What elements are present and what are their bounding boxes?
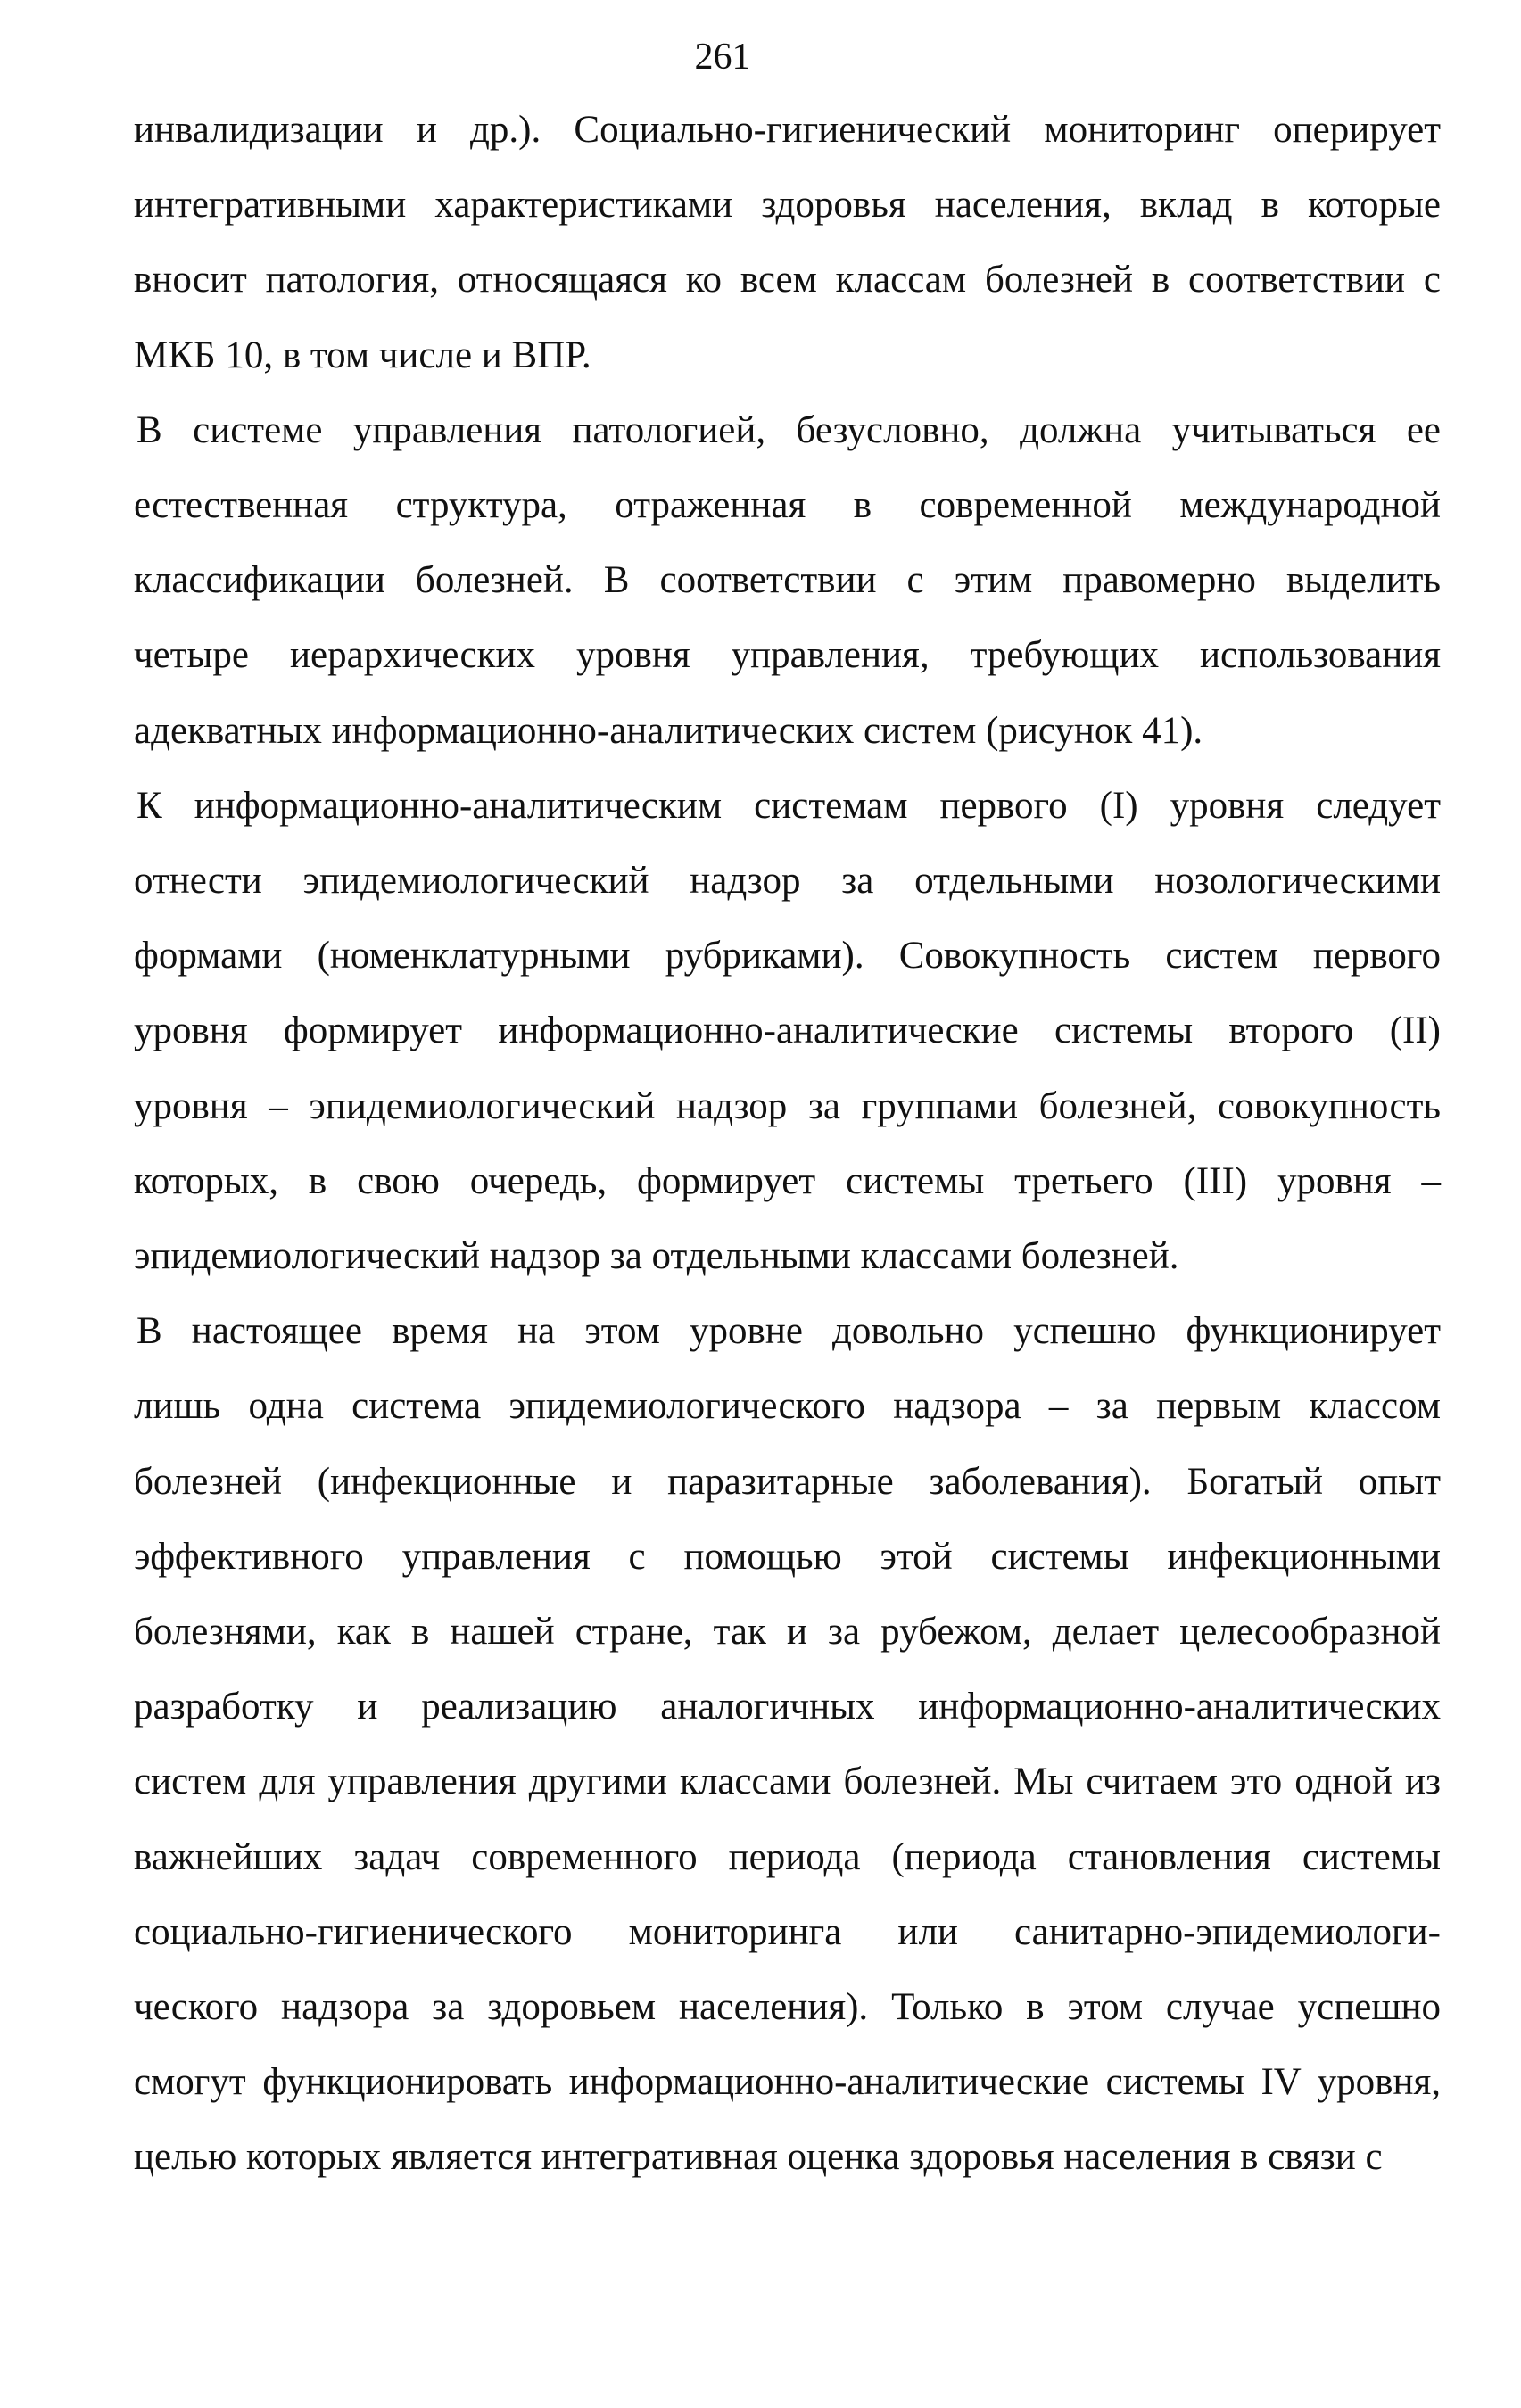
text-line: четыре иерархических уровня управления, требующих использования: [134, 634, 1441, 677]
paragraph-1: [134, 93, 1441, 393]
text-line: целью которых является интегративная оценка здоровья населения в связи с: [134, 2136, 1383, 2179]
text-line: разработку и реализацию аналогичных информационно-аналитических: [134, 1686, 1441, 1728]
text-line: важнейших задач современного периода (периода становления системы: [134, 1835, 1441, 1878]
text-line: систем для управления другими классами болезней. Мы считаем это одной из: [134, 1761, 1441, 1803]
text-line: адекватных информационно-аналитических систем (рисунок 41).: [134, 709, 1203, 752]
paragraph-2: [134, 393, 1441, 769]
text-line: В настоящее время на этом уровне довольно успешно функционирует: [136, 1310, 1441, 1353]
text-line: уровня формирует информационно-аналитические системы второго (II): [134, 1010, 1441, 1052]
text-line: болезней (инфекционные и паразитарные заболевания). Богатый опыт: [134, 1460, 1441, 1503]
text-line: К информационно-аналитическим системам первого (I) уровня следует: [136, 784, 1441, 827]
text-line: которых, в свою очередь, формирует системы третьего (III) уровня –: [134, 1159, 1441, 1202]
text-line: В системе управления патологией, безусловно, должна учитываться ее: [136, 408, 1441, 451]
text-line: отнести эпидемиологический надзор за отдельными нозологическими: [134, 860, 1441, 903]
text-line: лишь одна система эпидемиологического надзора – за первым классом: [134, 1385, 1441, 1428]
text-line: интегративными характеристиками здоровья населения, вклад в которые: [134, 184, 1441, 227]
paragraph-4: [134, 1294, 1441, 2195]
text-line: классификации болезней. В соответствии с этим правомерно выделить: [134, 559, 1441, 602]
text-line: ческого надзора за здоровьем населения). Только в этом случае успешно: [134, 1986, 1441, 2029]
text-line: болезнями, как в нашей стране, так и за рубежом, делает целесообразной: [134, 1611, 1441, 1653]
text-line: МКБ 10, в том числе и ВПР.: [134, 334, 591, 376]
text-line: формами (номенклатурными рубриками). Совокупность систем первого: [134, 935, 1441, 977]
text-line: социально-гигиенического мониторинга или санитарно-эпидемиологи-: [134, 1910, 1441, 1953]
text-line: естественная структура, отраженная в современной международной: [134, 484, 1441, 527]
text-line: эпидемиологический надзор за отдельными классами болезней.: [134, 1235, 1179, 1278]
text-line: уровня – эпидемиологический надзор за группами болезней, совокупность: [134, 1084, 1441, 1127]
text-line: инвалидизации и др.). Социально-гигиенический мониторинг оперирует: [134, 109, 1441, 151]
text-line: эффективного управления с помощью этой системы инфекционными: [134, 1535, 1441, 1578]
text-line: смогут функционировать информационно-аналитические системы IV уровня,: [134, 2061, 1441, 2104]
page-text-body: [134, 93, 1441, 2196]
paragraph-3: [134, 769, 1441, 1294]
page-number: 261: [694, 37, 751, 78]
text-line: вносит патология, относящаяся ко всем классам болезней в соответствии с: [134, 259, 1441, 301]
